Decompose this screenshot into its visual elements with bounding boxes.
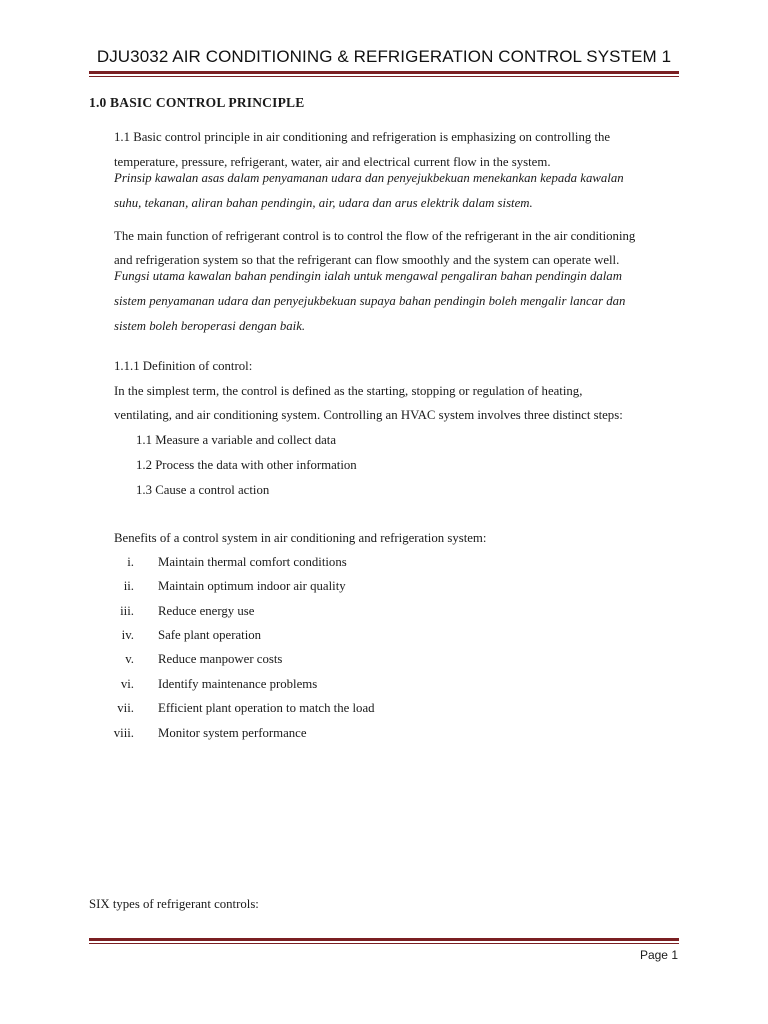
main-function-malay-line-2: sistem penyamanan udara dan penyejukbekuan supaya bahan pendingin boleh mengalir lancar dan <box>114 294 626 308</box>
page-number: Page 1 <box>639 948 678 962</box>
main-function-malay-line-3: sistem boleh beroperasi dengan baik. <box>114 319 306 333</box>
section-heading: 1.0 BASIC CONTROL PRINCIPLE <box>89 95 305 110</box>
benefit-text: Monitor system performance <box>158 726 307 740</box>
definition-line-2: ventilating, and air conditioning system. Controlling an HVAC system involves three distinct steps: <box>114 408 623 422</box>
benefit-text: Safe plant operation <box>158 628 262 642</box>
main-function-line-1: The main function of refrigerant control is to control the flow of the refrigerant in the air conditioning <box>114 229 636 243</box>
benefits-heading: Benefits of a control system in air conditioning and refrigeration system: <box>114 531 487 545</box>
benefit-number: viii. <box>113 726 134 740</box>
six-types-heading: SIX types of refrigerant controls: <box>89 897 259 911</box>
definition-step: 1.1 Measure a variable and collect data <box>136 433 337 447</box>
footer-rule <box>89 938 679 944</box>
main-function-line-2: and refrigeration system so that the refrigerant can flow smoothly and the system can operate well. <box>114 253 620 267</box>
benefit-text: Reduce energy use <box>158 604 255 618</box>
benefit-text: Identify maintenance problems <box>158 677 318 691</box>
benefit-text: Maintain optimum indoor air quality <box>158 579 346 593</box>
benefit-text: Efficient plant operation to match the load <box>158 701 375 715</box>
header-rule <box>89 71 679 77</box>
benefit-number: vii. <box>117 701 134 715</box>
definition-step: 1.3 Cause a control action <box>136 483 270 497</box>
benefit-number: vi. <box>120 677 134 691</box>
definition-step: 1.2 Process the data with other information <box>136 458 357 472</box>
definition-heading: 1.1.1 Definition of control: <box>114 359 253 373</box>
benefit-number: i. <box>127 555 134 569</box>
definition-line-1: In the simplest term, the control is defined as the starting, stopping or regulation of heating, <box>114 384 583 398</box>
benefit-number: iii. <box>120 604 134 618</box>
benefit-number: v. <box>125 652 134 666</box>
main-function-malay-line-1: Fungsi utama kawalan bahan pendingin ialah untuk mengawal pengaliran bahan pendingin dalam <box>114 269 622 283</box>
intro-malay-line-2: suhu, tekanan, aliran bahan pendingin, air, udara dan arus elektrik dalam sistem. <box>114 196 533 210</box>
benefit-number: iv. <box>121 628 134 642</box>
intro-malay-line-1: Prinsip kawalan asas dalam penyamanan udara dan penyejukbekuan menekankan kepada kawalan <box>114 171 624 185</box>
benefit-number: ii. <box>123 579 134 593</box>
intro-line-1: 1.1 Basic control principle in air conditioning and refrigeration is emphasizing on controlling the <box>114 130 611 144</box>
benefit-text: Maintain thermal comfort conditions <box>158 555 347 569</box>
page-header-title: DJU3032 AIR CONDITIONING & REFRIGERATION CONTROL SYSTEM 1 <box>96 47 672 66</box>
intro-line-2: temperature, pressure, refrigerant, water, air and electrical current flow in the system. <box>114 155 551 169</box>
benefit-text: Reduce manpower costs <box>158 652 283 666</box>
